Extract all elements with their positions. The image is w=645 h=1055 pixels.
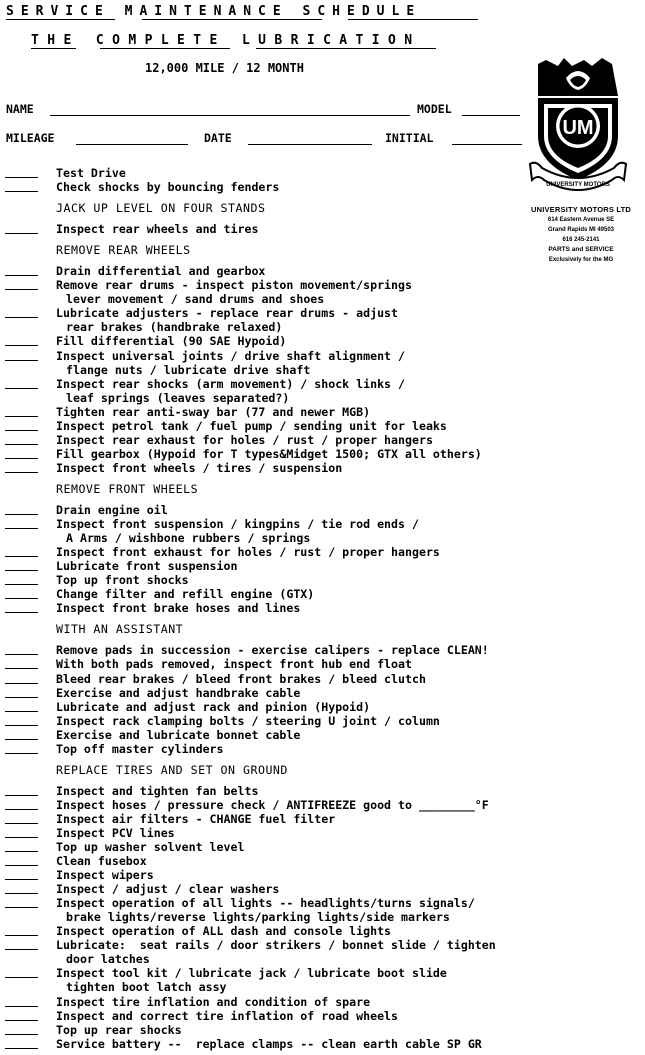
- subtitle-underline-1: [31, 48, 76, 49]
- checklist-item: [0, 461, 645, 475]
- title-underline-2: [142, 19, 322, 20]
- checklist-item: [0, 545, 645, 559]
- checklist-item-text: Remove pads in succession - exercise calipers - replace CLEAN!: [56, 643, 489, 658]
- checklist-item-text: A Arms / wishbone rubbers / springs: [66, 531, 311, 546]
- section-spacer: [0, 475, 645, 482]
- checklist-item-text: Top up front shocks: [56, 573, 189, 588]
- checklist-item-text: Inspect PCV lines: [56, 825, 175, 840]
- checklist-item-text: leaf springs (leaves separated?): [66, 390, 290, 405]
- section-spacer: [0, 756, 645, 763]
- checklist-item: [0, 306, 645, 320]
- checkoff-line[interactable]: [5, 191, 38, 192]
- name-label: NAME: [6, 102, 34, 116]
- checklist-item: [0, 882, 645, 896]
- schedule-title: SERVICE MAINTENANCE SCHEDULE: [6, 4, 422, 19]
- section-spacer: [0, 236, 645, 243]
- checkoff-line[interactable]: [5, 1034, 38, 1035]
- checkoff-line[interactable]: [5, 233, 38, 234]
- checkoff-line[interactable]: [5, 907, 38, 908]
- checklist-item-text: Lubricate and adjust rack and pinion (Hypoid): [56, 699, 371, 714]
- section-heading: [0, 482, 645, 496]
- checklist-item: [0, 840, 645, 854]
- checklist-item-text: Inspect air filters - CHANGE fuel filter: [56, 811, 336, 826]
- checklist-item-text: Service battery -- replace clamps -- clean earth cable SP GR: [56, 1036, 482, 1051]
- checkoff-line[interactable]: [5, 317, 38, 318]
- checkoff-line[interactable]: [5, 865, 38, 866]
- checklist-item: [0, 728, 645, 742]
- section-spacer: [0, 496, 645, 503]
- title-underline-1: [6, 19, 115, 20]
- checklist-item-text: Inspect tire inflation and condition of spare: [56, 994, 371, 1009]
- checklist-item-continuation: [0, 952, 645, 966]
- checklist-item-continuation: [0, 910, 645, 924]
- checklist-item-text: Inspect rear exhaust for holes / rust / proper hangers: [56, 432, 433, 447]
- checklist-item-text: Lubricate adjusters - replace rear drums - adjust: [56, 306, 399, 321]
- checklist-item-text: Clean fusebox: [56, 854, 147, 869]
- checklist-item-text: Test Drive: [56, 166, 126, 180]
- checklist-item: [0, 264, 645, 278]
- checklist-item: [0, 517, 645, 531]
- checklist-item: [0, 405, 645, 419]
- section-heading: [0, 622, 645, 636]
- crest-ribbon-text: UNIVERSITY MOTORS: [546, 182, 610, 188]
- checklist-item-text: Remove rear drums - inspect piston movement/springs: [56, 278, 412, 293]
- checklist-item: [0, 377, 645, 391]
- checklist-item-text: Inspect tool kit / lubricate jack / lubricate boot slide: [56, 966, 447, 981]
- checklist-item: [0, 854, 645, 868]
- dealer-name: UNIVERSITY MOTORS LTD: [530, 205, 632, 214]
- checkoff-line[interactable]: [5, 837, 38, 838]
- checklist-item-text: Top up rear shocks: [56, 1022, 182, 1037]
- crest-initials: UM: [562, 117, 594, 139]
- section-heading-text: REPLACE TIRES AND SET ON GROUND: [56, 762, 288, 777]
- checklist-item: [0, 180, 645, 194]
- checklist-item: [0, 868, 645, 882]
- checkoff-line[interactable]: [5, 345, 38, 346]
- section-heading-text: REMOVE FRONT WHEELS: [56, 481, 199, 496]
- checkoff-line[interactable]: [5, 444, 38, 445]
- checklist-item-text: Top off master cylinders: [56, 741, 224, 756]
- section-spacer: [0, 615, 645, 622]
- checkoff-line[interactable]: [5, 612, 38, 613]
- model-field[interactable]: [462, 115, 520, 116]
- checklist-item-text: Tighten rear anti-sway bar (77 and newer MGB): [56, 404, 371, 419]
- title-underline-3: [348, 19, 478, 20]
- checklist-item: [0, 334, 645, 348]
- checklist-item: [0, 714, 645, 728]
- checklist-item: [0, 672, 645, 686]
- checkoff-line[interactable]: [5, 683, 38, 684]
- name-field[interactable]: [50, 115, 410, 116]
- checklist-item-text: Inspect and correct tire inflation of road wheels: [56, 1008, 399, 1023]
- section-heading: [0, 243, 645, 257]
- checkoff-line[interactable]: [5, 472, 38, 473]
- checkoff-line[interactable]: [5, 360, 38, 361]
- checkoff-line[interactable]: [5, 977, 38, 978]
- checklist-item: [0, 1037, 645, 1051]
- checkoff-line[interactable]: [5, 1048, 38, 1049]
- checklist-item-text: Drain differential and gearbox: [56, 264, 266, 279]
- checklist-item: [0, 938, 645, 952]
- checklist-item-text: Inspect wipers: [56, 868, 154, 883]
- checklist-item: [0, 1009, 645, 1023]
- checklist-item-text: Lubricate front suspension: [56, 559, 238, 574]
- checkoff-line[interactable]: [5, 739, 38, 740]
- checklist-item: [0, 503, 645, 517]
- checklist-item: [0, 784, 645, 798]
- checklist-item-text: Inspect universal joints / drive shaft alignment /: [56, 348, 406, 363]
- checkoff-line[interactable]: [5, 570, 38, 571]
- checklist-item-text: Inspect rack clamping bolts / steering U joint / column: [56, 713, 440, 728]
- section-spacer: [0, 215, 645, 222]
- checkoff-line[interactable]: [5, 388, 38, 389]
- checkoff-line[interactable]: [5, 556, 38, 557]
- checkoff-line[interactable]: [5, 275, 38, 276]
- checklist-item-text: rear brakes (handbrake relaxed): [66, 320, 283, 335]
- checklist-item-continuation: [0, 531, 645, 545]
- checklist-item-text: Inspect front suspension / kingpins / tie rod ends /: [56, 517, 419, 532]
- checklist-item: [0, 166, 645, 180]
- checklist-item-text: Inspect operation of ALL dash and console lights: [56, 924, 392, 939]
- checklist-item: [0, 433, 645, 447]
- checkoff-line[interactable]: [5, 893, 38, 894]
- checklist-item-continuation: [0, 320, 645, 334]
- section-heading: [0, 763, 645, 777]
- checklist-item-text: Inspect operation of all lights -- headlights/turns signals/: [56, 896, 475, 911]
- checklist-item: [0, 657, 645, 671]
- checklist-item-text: With both pads removed, inspect front hub end float: [56, 657, 412, 672]
- checklist-item: [0, 643, 645, 657]
- dealer-address-line-1: 614 Eastern Avenue SE: [547, 217, 615, 223]
- checkoff-line[interactable]: [5, 809, 38, 810]
- dealer-address-line-2: Grand Rapids MI 49503: [547, 227, 615, 233]
- checkoff-line[interactable]: [5, 416, 38, 417]
- dealer-tagline-2: Exclusively for the MG: [548, 257, 614, 263]
- initial-label: INITIAL: [385, 131, 434, 145]
- checklist-item: [0, 1023, 645, 1037]
- mileage-field[interactable]: [76, 144, 188, 145]
- checklist-item: [0, 798, 645, 812]
- checklist-item: [0, 924, 645, 938]
- checklist-item-text: Inspect front wheels / tires / suspension: [56, 460, 343, 475]
- checklist-item: [0, 419, 645, 433]
- dealer-phone: 616 245-2141: [562, 237, 600, 243]
- subtitle-underline-2: [100, 48, 230, 49]
- checklist-item: [0, 349, 645, 363]
- checklist-item: [0, 700, 645, 714]
- checklist-item-continuation: [0, 980, 645, 994]
- checklist-item-text: tighten boot latch assy: [66, 980, 227, 995]
- checklist-item-text: Change filter and refill engine (GTX): [56, 587, 315, 602]
- dealer-tagline: PARTS and SERVICE: [548, 246, 614, 253]
- crest-helmet-icon: [538, 58, 618, 96]
- checklist-item-continuation: [0, 363, 645, 377]
- checklist-item-text: Bleed rear brakes / bleed front brakes / bleed clutch: [56, 671, 426, 686]
- checklist-item: [0, 278, 645, 292]
- checklist-item-text: Inspect front brake hoses and lines: [56, 601, 301, 616]
- checklist-item-text: Top up washer solvent level: [56, 840, 245, 855]
- checklist-item-text: Fill differential (90 SAE Hypoid): [56, 334, 287, 349]
- checkoff-line[interactable]: [5, 1006, 38, 1007]
- section-heading-text: JACK UP LEVEL ON FOUR STANDS: [56, 201, 266, 216]
- section-spacer: [0, 636, 645, 643]
- checkoff-line[interactable]: [5, 725, 38, 726]
- checkoff-line[interactable]: [5, 177, 38, 178]
- checklist-item: [0, 812, 645, 826]
- checklist-item-text: Lubricate: seat rails / door strikers / bonnet slide / tighten: [56, 938, 496, 953]
- checklist-item: [0, 447, 645, 461]
- date-field[interactable]: [248, 144, 372, 145]
- checkoff-line[interactable]: [5, 654, 38, 655]
- checklist-item-text: flange nuts / lubricate drive shaft: [66, 362, 311, 377]
- checklist-item-text: brake lights/reverse lights/parking lights/side markers: [66, 910, 450, 925]
- checklist-item: [0, 222, 645, 236]
- checkoff-line[interactable]: [5, 711, 38, 712]
- checklist-item: [0, 966, 645, 980]
- checkoff-line[interactable]: [5, 795, 38, 796]
- checkoff-line[interactable]: [5, 879, 38, 880]
- maintenance-checklist: [0, 166, 645, 1051]
- service-interval: 12,000 MILE / 12 MONTH: [145, 61, 304, 75]
- checklist-item: [0, 896, 645, 910]
- checklist-item: [0, 573, 645, 587]
- checkoff-line[interactable]: [5, 289, 38, 290]
- checklist-item: [0, 742, 645, 756]
- model-label: MODEL: [417, 102, 452, 116]
- checkoff-line[interactable]: [5, 697, 38, 698]
- checkoff-line[interactable]: [5, 823, 38, 824]
- checkoff-line[interactable]: [5, 528, 38, 529]
- checklist-item-text: Drain engine oil: [56, 502, 168, 517]
- section-heading: [0, 201, 645, 215]
- checkoff-line[interactable]: [5, 458, 38, 459]
- subtitle-underline-3: [256, 48, 436, 49]
- checkoff-line[interactable]: [5, 430, 38, 431]
- section-spacer: [0, 257, 645, 264]
- checklist-item: [0, 559, 645, 573]
- checkoff-line[interactable]: [5, 668, 38, 669]
- mileage-label: MILEAGE: [6, 131, 55, 145]
- checklist-item-text: door latches: [66, 952, 150, 967]
- checklist-item-continuation: [0, 292, 645, 306]
- date-label: DATE: [204, 131, 232, 145]
- section-spacer: [0, 194, 645, 201]
- section-heading-text: REMOVE REAR WHEELS: [56, 243, 191, 258]
- checkoff-line[interactable]: [5, 514, 38, 515]
- checklist-item-continuation: [0, 391, 645, 405]
- section-heading-text: WITH AN ASSISTANT: [56, 622, 184, 637]
- checklist-item-text: Inspect petrol tank / fuel pump / sending unit for leaks: [56, 418, 447, 433]
- checklist-item: [0, 601, 645, 615]
- checkoff-line[interactable]: [5, 584, 38, 585]
- checkoff-line[interactable]: [5, 851, 38, 852]
- checklist-item-text: Inspect / adjust / clear washers: [56, 882, 280, 897]
- checklist-item: [0, 995, 645, 1009]
- checkoff-line[interactable]: [5, 949, 38, 950]
- checklist-item-text: Check shocks by bouncing fenders: [56, 180, 280, 195]
- checklist-item-text: Inspect front exhaust for holes / rust / proper hangers: [56, 545, 440, 560]
- checklist-item: [0, 686, 645, 700]
- checklist-item-text: Inspect hoses / pressure check / ANTIFREEZE good to ________°F: [56, 797, 489, 812]
- checklist-item-text: Inspect and tighten fan belts: [56, 783, 259, 798]
- checkoff-line[interactable]: [5, 753, 38, 754]
- section-spacer: [0, 777, 645, 784]
- checklist-item-text: Inspect rear wheels and tires: [56, 222, 259, 237]
- checklist-item-text: Exercise and lubricate bonnet cable: [56, 727, 301, 742]
- checkoff-line[interactable]: [5, 935, 38, 936]
- initial-field[interactable]: [452, 144, 522, 145]
- checklist-item-text: Fill gearbox (Hypoid for T types&Midget 1500; GTX all others): [56, 446, 482, 461]
- schedule-subtitle: THE COMPLETE LUBRICATION: [31, 33, 421, 48]
- checklist-item-text: lever movement / sand drums and shoes: [66, 292, 325, 307]
- checklist-item: [0, 826, 645, 840]
- checklist-item: [0, 587, 645, 601]
- checkoff-line[interactable]: [5, 1020, 38, 1021]
- checkoff-line[interactable]: [5, 598, 38, 599]
- checklist-item-text: Exercise and adjust handbrake cable: [56, 685, 301, 700]
- checklist-item-text: Inspect rear shocks (arm movement) / shock links /: [56, 376, 406, 391]
